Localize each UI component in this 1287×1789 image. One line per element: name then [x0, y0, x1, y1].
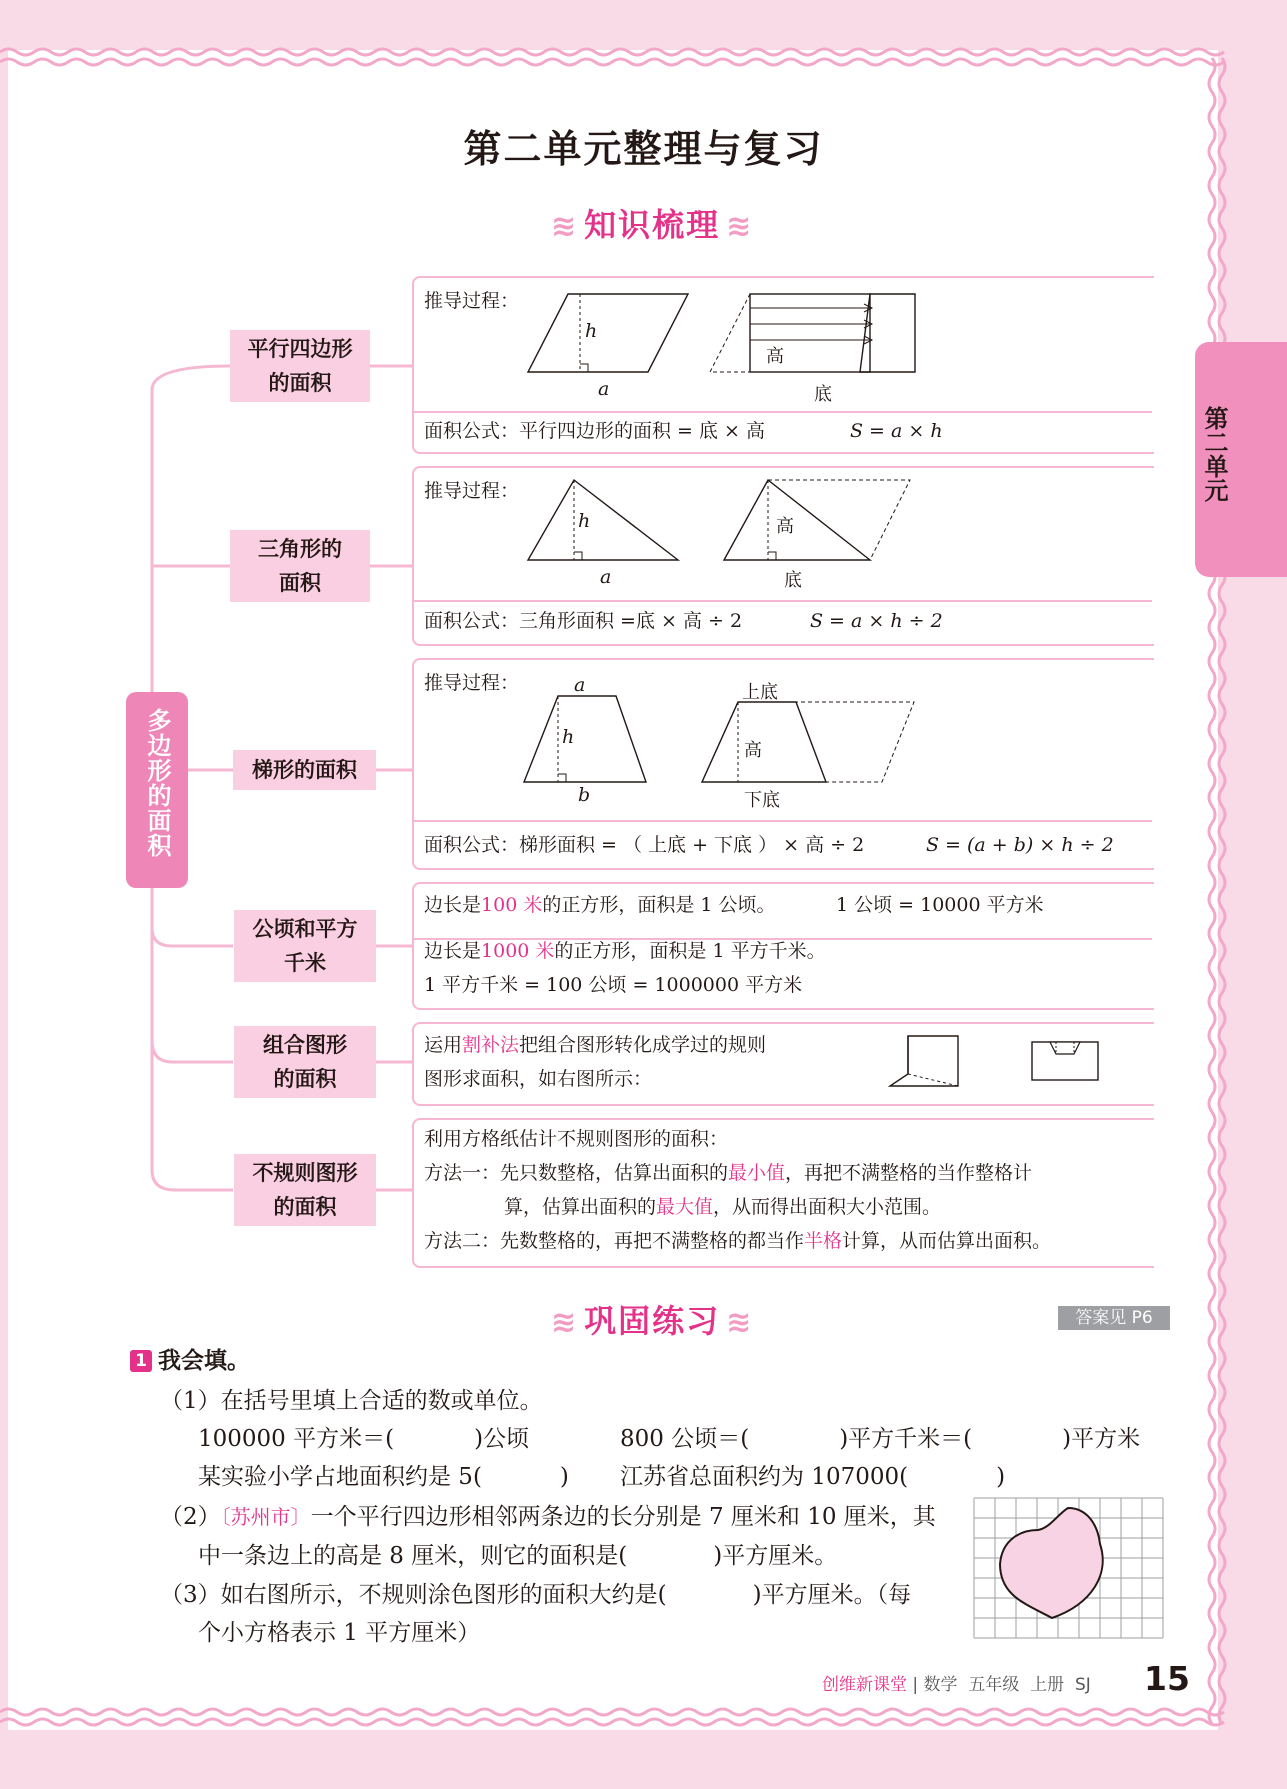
topic-trapezoid: [233, 750, 376, 790]
composite-line-2: 图形求面积，如右图所示：: [424, 1068, 653, 1090]
figure-label: a: [598, 378, 610, 400]
topic-label: 公顷和平方: [252, 917, 358, 941]
text-part: ): [996, 1464, 1006, 1490]
composite-figures: [880, 1030, 1110, 1100]
divider: [414, 820, 1152, 822]
text-part: ，再把不满整格的当作整格计: [785, 1162, 1033, 1184]
text-part: 800 公顷＝(: [620, 1426, 750, 1452]
wave-decoration-icon: ≋: [726, 1305, 754, 1340]
footer-volume: 上册: [1030, 1675, 1065, 1695]
text-part: 边长是: [424, 940, 482, 962]
text-part: 边长是: [424, 894, 482, 916]
figure-label: 高: [776, 516, 794, 537]
text-part: 100000 平方米＝(: [198, 1426, 395, 1452]
irregular-method-2: [424, 1230, 1051, 1252]
subquestion-1: （1）在括号里填上合适的数或单位。: [160, 1388, 543, 1414]
text-part: 方法二：先数整格的，再把不满整格的都当作: [424, 1230, 805, 1252]
topic-triangle: [230, 530, 370, 602]
hectare-line-1: [424, 894, 776, 916]
fill-blank-km2: [620, 1424, 1140, 1454]
footer-subject: 数学: [923, 1675, 958, 1695]
question-title: 我会填。: [158, 1348, 250, 1374]
figure-label: b: [578, 784, 591, 806]
topic-label: 组合图形: [263, 1033, 347, 1057]
figure-label: 底: [784, 570, 802, 591]
fill-blank-hectare: [198, 1424, 529, 1454]
practice-heading-label: 巩固练习: [584, 1302, 721, 1340]
formula-text: 面积公式：平行四边形的面积 = 底 × 高: [424, 420, 765, 442]
topic-label: 不规则图形: [252, 1161, 358, 1185]
page-title: 第二单元整理与复习: [463, 127, 824, 171]
connector-branch: [152, 928, 233, 946]
text-part: 运用: [424, 1034, 463, 1056]
subquestion-2: [160, 1502, 936, 1532]
page-number: 15: [1144, 1659, 1190, 1698]
practice-heading: [545, 1296, 759, 1342]
fill-blank-province-area: [620, 1462, 1005, 1492]
figure-label: a: [600, 566, 612, 588]
hectare-line-2: [424, 940, 826, 962]
figure-label: 上底: [742, 682, 778, 703]
text-part: 某实验小学占地面积约是 5(: [198, 1464, 482, 1490]
footer-brand: 创维新课堂: [822, 1675, 907, 1695]
formula-text: 面积公式：三角形面积 =底 × 高 ÷ 2: [424, 610, 743, 632]
footer-edition: SJ: [1074, 1675, 1091, 1695]
parallelogram-figures: [520, 290, 920, 410]
text-part: 的正方形，面积是 1 平方千米。: [554, 940, 826, 962]
answer-reference-badge: 答案见 P6: [1058, 1306, 1170, 1330]
text-part: ，从而得出面积大小范围。: [713, 1196, 942, 1218]
topic-label: 三角形的: [258, 537, 342, 561]
text-part: )平方厘米。: [713, 1543, 838, 1569]
topic-label: 的面积: [273, 1067, 337, 1091]
wave-decoration-icon: ≋: [551, 1305, 579, 1340]
derivation-label: 推导过程：: [424, 672, 520, 694]
figure-label: 高: [766, 346, 784, 367]
wave-decoration-icon: ≋: [551, 209, 579, 244]
topic-label: 千米: [284, 951, 326, 975]
formula-text: 面积公式：梯形面积 = （ 上底 + 下底 ） × 高 ÷ 2: [424, 834, 865, 856]
root-topic: [126, 692, 188, 888]
divider: [414, 411, 1152, 413]
text-part: )平方厘米。（每: [752, 1582, 912, 1608]
keyword: 最小值: [728, 1162, 786, 1184]
text-part: 把组合图形转化成学过的规则: [519, 1034, 767, 1056]
figure-label: 高: [744, 740, 762, 761]
text-part: )公顷: [474, 1426, 530, 1452]
irregular-method-1: [424, 1162, 1032, 1184]
figure-label: h: [562, 726, 575, 748]
footer-grade: 五年级: [968, 1675, 1020, 1695]
text-part: ): [559, 1464, 569, 1490]
divider: [414, 600, 1152, 602]
text-part: 中一条边上的高是 8 厘米，则它的面积是(: [198, 1543, 628, 1569]
keyword: 最大值: [656, 1196, 714, 1218]
hectare-line-3: 1 平方千米 = 100 公顷 = 1000000 平方米: [424, 974, 803, 996]
formula-symbol: S = a × h: [850, 420, 943, 442]
irregular-line-1: 利用方格纸估计不规则图形的面积：: [424, 1128, 729, 1150]
subquestion-3: [160, 1580, 911, 1610]
derivation-label: 推导过程：: [424, 290, 520, 312]
subquestion-2-cont: [198, 1541, 837, 1571]
connector-branch: [152, 1040, 233, 1062]
text-part: )平方千米＝(: [839, 1426, 973, 1452]
topic-composite: [234, 1026, 376, 1098]
irregular-shape: [1000, 1508, 1103, 1618]
topic-label: 平行四边形: [247, 337, 353, 361]
keyword: 半格: [804, 1230, 843, 1252]
topic-label: 梯形的面积: [252, 758, 357, 782]
text-part: 计算，从而估算出面积。: [842, 1230, 1052, 1252]
text-part: 算，估算出面积的: [504, 1196, 657, 1218]
topic-label: 的面积: [273, 1195, 337, 1219]
triangle-figures: [520, 476, 920, 596]
topic-label: 面积: [279, 571, 321, 595]
grid-irregular-shape-figure: [970, 1496, 1166, 1644]
subquestion-3-cont: 个小方格表示 1 平方厘米）: [198, 1620, 481, 1646]
figure-label: h: [585, 320, 598, 342]
unit-side-tab-label: 第二单元: [1200, 406, 1228, 502]
irregular-method-1-cont: [504, 1196, 941, 1218]
text-part: （2）: [160, 1504, 221, 1530]
topic-hectare: [234, 910, 376, 982]
hectare-conversion: 1 公顷 = 10000 平方米: [836, 894, 1044, 916]
keyword: 割补法: [462, 1034, 520, 1056]
text-part: 方法一：先只数整格，估算出面积的: [424, 1162, 729, 1184]
root-topic-label: 多边形的面积: [143, 708, 171, 858]
knowledge-heading-label: 知识梳理: [584, 206, 721, 244]
text-part: 江苏省总面积约为 107000(: [620, 1464, 909, 1490]
fill-blank-school-area: [198, 1462, 569, 1492]
topic-irregular: [234, 1154, 376, 1226]
topic-label: 的面积: [268, 371, 332, 395]
wave-decoration-icon: ≋: [726, 209, 754, 244]
composite-line-1: [424, 1034, 766, 1056]
keyword: 1000 米: [481, 940, 555, 962]
text-part: 一个平行四边形相邻两条边的长分别是 7 厘米和 10 厘米，其: [310, 1504, 936, 1530]
figure-label: 底: [814, 384, 832, 405]
derivation-label: 推导过程：: [424, 480, 520, 502]
footer-info: 创维新课堂 | 数学 五年级 上册 SJ: [822, 1675, 1091, 1695]
text-part: 的正方形，面积是 1 公顷。: [542, 894, 776, 916]
text-part: （3）如右图所示，不规则涂色图形的面积大约是(: [160, 1582, 667, 1608]
question-1-title: [130, 1346, 250, 1376]
region-tag: 〔苏州市〕: [220, 1505, 311, 1529]
question-number-badge: 1: [130, 1350, 152, 1372]
keyword: 100 米: [481, 894, 543, 916]
formula-symbol: S = a × h ÷ 2: [810, 610, 943, 632]
figure-label: a: [574, 674, 586, 696]
figure-label: 下底: [744, 790, 780, 811]
topic-parallelogram: [230, 330, 370, 402]
text-part: )平方米: [1062, 1426, 1141, 1452]
figure-label: h: [578, 510, 591, 532]
formula-symbol: S = (a + b) × h ÷ 2: [926, 834, 1114, 856]
